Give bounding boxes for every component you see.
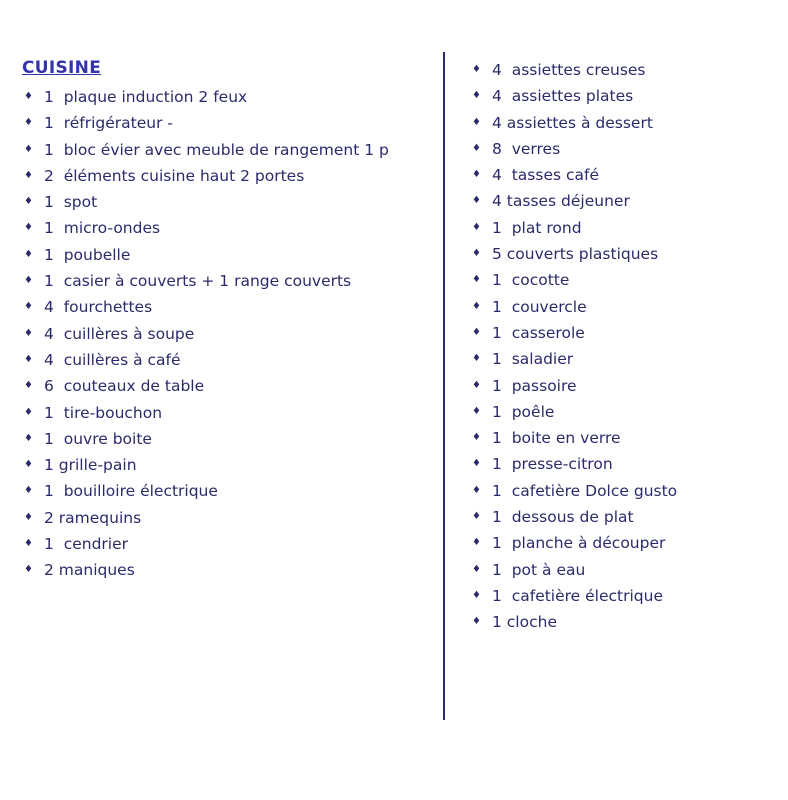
list-item-label: 1 boite en verre (492, 429, 621, 448)
list-item-label: 4 cuillères à café (44, 350, 181, 369)
list-item (22, 163, 432, 189)
list-item (470, 110, 770, 136)
list-item-label: 4 fourchettes (44, 298, 153, 317)
kitchen-inventory-list-right (470, 57, 770, 636)
list-item (22, 242, 432, 268)
diamond-bullet-icon: ♦ (472, 248, 481, 260)
diamond-bullet-icon: ♦ (472, 537, 481, 549)
diamond-bullet-icon: ♦ (472, 405, 481, 417)
list-item (22, 557, 432, 583)
diamond-bullet-icon: ♦ (472, 616, 481, 628)
list-item (470, 267, 770, 293)
list-item (22, 110, 432, 136)
list-item (470, 320, 770, 346)
diamond-bullet-icon: ♦ (24, 275, 33, 287)
list-item (470, 425, 770, 451)
list-item (470, 346, 770, 372)
diamond-bullet-icon: ♦ (472, 563, 481, 575)
list-item (470, 557, 770, 583)
list-item (22, 268, 432, 294)
diamond-bullet-icon: ♦ (472, 116, 481, 128)
list-item (22, 294, 432, 320)
list-item-label: 1 plaque induction 2 feux (44, 88, 248, 106)
list-item-label: 1 passoire (492, 376, 577, 395)
column-divider (443, 52, 445, 720)
list-item-label: 1 cafetière Dolce gusto (492, 481, 678, 500)
list-item (470, 399, 770, 425)
list-item (22, 215, 432, 241)
list-item-label: 1 presse-citron (492, 455, 613, 474)
diamond-bullet-icon: ♦ (24, 432, 33, 444)
diamond-bullet-icon: ♦ (472, 589, 481, 601)
diamond-bullet-icon: ♦ (472, 484, 481, 496)
list-item (470, 609, 770, 635)
list-item-label: 1 cendrier (44, 535, 129, 554)
diamond-bullet-icon: ♦ (472, 169, 481, 181)
list-item-label: 1 casserole (492, 323, 585, 342)
list-item-label: 1 cloche (492, 613, 557, 632)
list-item-label: 1 pot à eau (492, 560, 586, 579)
list-item (22, 400, 432, 426)
list-item (470, 83, 770, 109)
list-item-label: 1 plat rond (492, 218, 582, 237)
list-item-label: 1 poubelle (44, 245, 131, 264)
list-item (22, 84, 432, 110)
list-item-label: 1 casier à couverts + 1 range couverts (44, 272, 352, 291)
list-item-label: 2 maniques (44, 561, 135, 580)
list-item (22, 426, 432, 452)
diamond-bullet-icon: ♦ (24, 91, 33, 102)
list-item (470, 136, 770, 162)
list-item (470, 530, 770, 556)
diamond-bullet-icon: ♦ (472, 326, 481, 338)
list-item-label: 1 grille-pain (44, 456, 137, 475)
list-item (22, 373, 432, 399)
list-item-label: 1 poêle (492, 402, 555, 421)
diamond-bullet-icon: ♦ (472, 458, 481, 470)
diamond-bullet-icon: ♦ (472, 274, 481, 286)
list-item-label: 4 assiettes creuses (492, 61, 646, 79)
diamond-bullet-icon: ♦ (24, 511, 33, 523)
diamond-bullet-icon: ♦ (472, 195, 481, 207)
right-column (470, 57, 770, 636)
diamond-bullet-icon: ♦ (472, 90, 481, 102)
diamond-bullet-icon: ♦ (472, 432, 481, 444)
list-item (470, 583, 770, 609)
list-item-label: 1 saladier (492, 350, 574, 369)
list-item (470, 294, 770, 320)
list-item-label: 4 tasses café (492, 166, 599, 185)
list-item (22, 321, 432, 347)
list-item (22, 347, 432, 373)
list-item-label: 6 couteaux de table (44, 377, 205, 396)
diamond-bullet-icon: ♦ (24, 380, 33, 392)
diamond-bullet-icon: ♦ (24, 459, 33, 471)
diamond-bullet-icon: ♦ (24, 564, 33, 576)
left-column (22, 84, 432, 584)
diamond-bullet-icon: ♦ (24, 538, 33, 550)
list-item (22, 478, 432, 504)
page-title: CUISINE (22, 58, 102, 78)
list-item-label: 1 cocotte (492, 271, 570, 290)
diamond-bullet-icon: ♦ (472, 511, 481, 523)
diamond-bullet-icon: ♦ (24, 169, 33, 181)
diamond-bullet-icon: ♦ (472, 379, 481, 391)
list-item-label: 4 tasses déjeuner (492, 192, 630, 211)
list-item (470, 373, 770, 399)
list-item-label: 1 réfrigérateur - (44, 114, 173, 133)
list-item-label: 2 ramequins (44, 508, 142, 527)
diamond-bullet-icon: ♦ (472, 142, 481, 154)
list-item (470, 478, 770, 504)
list-item (22, 452, 432, 478)
list-item (22, 505, 432, 531)
list-item-label: 1 tire-bouchon (44, 403, 163, 422)
list-item (470, 57, 770, 83)
list-item (22, 137, 432, 163)
kitchen-inventory-list-left (22, 84, 432, 584)
list-item-label: 4 cuillères à soupe (44, 324, 195, 343)
list-item-label: 2 éléments cuisine haut 2 portes (44, 166, 305, 185)
list-item (470, 241, 770, 267)
list-item-label: 1 bouilloire électrique (44, 482, 218, 501)
list-item-label: 4 assiettes plates (492, 87, 634, 106)
diamond-bullet-icon: ♦ (472, 221, 481, 233)
diamond-bullet-icon: ♦ (472, 300, 481, 312)
list-item (470, 215, 770, 241)
list-item-label: 1 ouvre boite (44, 429, 152, 448)
diamond-bullet-icon: ♦ (24, 248, 33, 260)
list-item-label: 1 spot (44, 193, 98, 212)
list-item (22, 531, 432, 557)
diamond-bullet-icon: ♦ (24, 353, 33, 365)
diamond-bullet-icon: ♦ (472, 64, 481, 75)
list-item-label: 1 micro-ondes (44, 219, 161, 238)
diamond-bullet-icon: ♦ (24, 143, 33, 155)
list-item-label: 1 planche à découper (492, 534, 666, 553)
list-item (470, 451, 770, 477)
list-item (470, 162, 770, 188)
list-item-label: 5 couverts plastiques (492, 245, 659, 264)
diamond-bullet-icon: ♦ (472, 353, 481, 365)
diamond-bullet-icon: ♦ (24, 222, 33, 234)
diamond-bullet-icon: ♦ (24, 406, 33, 418)
diamond-bullet-icon: ♦ (24, 485, 33, 497)
list-item (470, 504, 770, 530)
list-item-label: 1 dessous de plat (492, 508, 634, 527)
diamond-bullet-icon: ♦ (24, 117, 33, 129)
diamond-bullet-icon: ♦ (24, 327, 33, 339)
diamond-bullet-icon: ♦ (24, 196, 33, 208)
list-item-label: 1 cafetière électrique (492, 586, 663, 605)
list-item (22, 189, 432, 215)
list-item-label: 1 couvercle (492, 297, 587, 316)
diamond-bullet-icon: ♦ (24, 301, 33, 313)
list-item-label: 1 bloc évier avec meuble de rangement 1 p (44, 140, 389, 159)
list-item (470, 188, 770, 214)
list-item-label: 8 verres (492, 139, 561, 158)
list-item-label: 4 assiettes à dessert (492, 113, 653, 132)
